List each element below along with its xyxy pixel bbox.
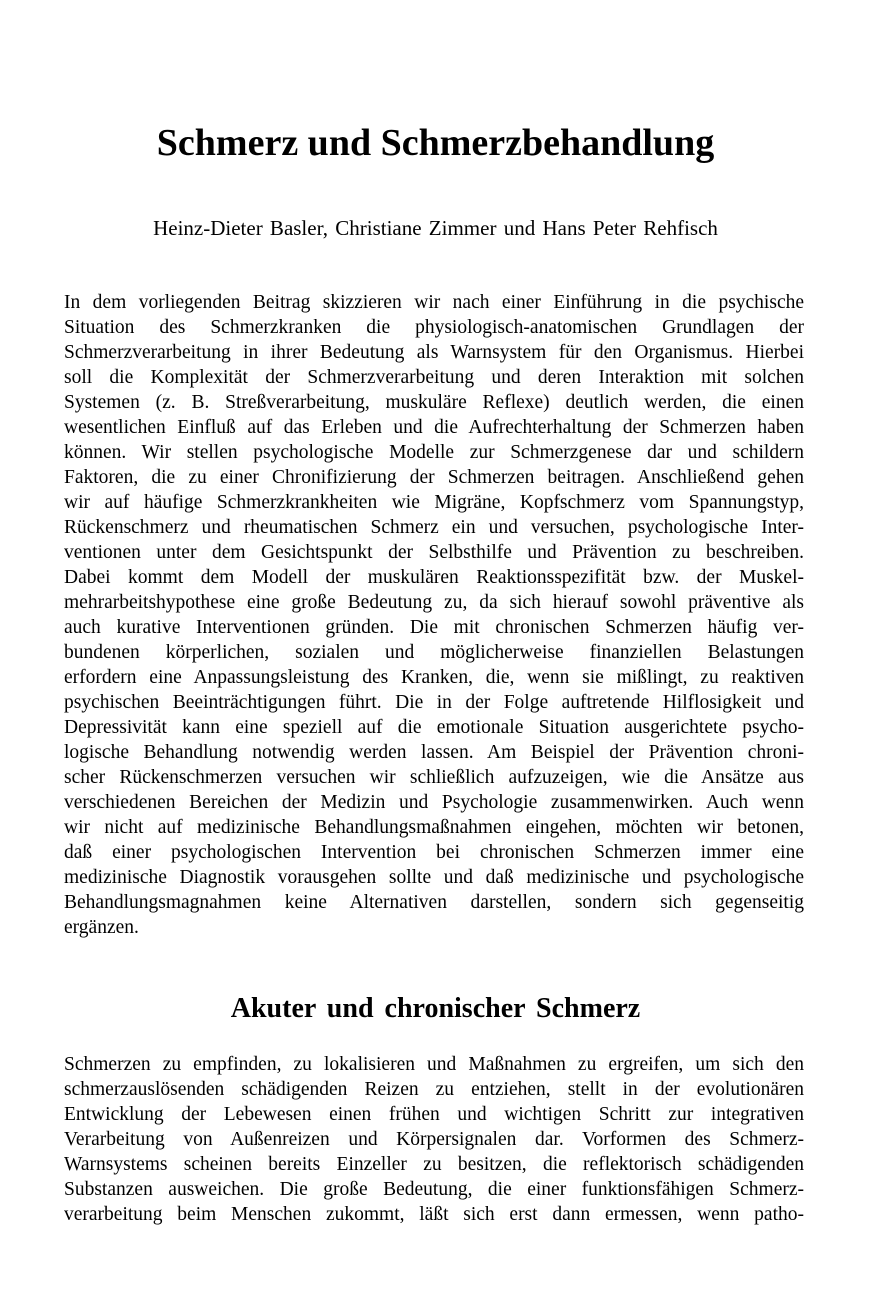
abstract-line: Systemen (z. B. Streßverarbeitung, muskuläre Reflexe) deutlich werden, die einen: [64, 392, 804, 413]
author-line: Heinz-Dieter Basler, Christiane Zimmer und Hans Peter Rehfisch: [153, 216, 718, 240]
document-title: Schmerz und Schmerzbehandlung: [156, 122, 715, 164]
abstract-line: medizinische Diagnostik vorausgehen sollte und daß medizinische und psychologische: [64, 867, 804, 888]
body-line: Substanzen ausweichen. Die große Bedeutung, die einer funktionsfähigen Schmerz-: [64, 1179, 804, 1200]
abstract-line: psychischen Beeinträchtigungen führt. Die in der Folge auftretende Hilflosigkeit und: [64, 692, 804, 713]
body-line: schmerzauslösenden schädigenden Reizen zu entziehen, stellt in der evolutionären: [64, 1079, 804, 1100]
body-line: Verarbeitung von Außenreizen und Körpersignalen dar. Vorformen des Schmerz-: [64, 1129, 804, 1150]
abstract-line: wir auf häufige Schmerzkrankheiten wie Migräne, Kopfschmerz vom Spannungstyp,: [64, 492, 804, 513]
abstract-line: Schmerzverarbeitung in ihrer Bedeutung als Warnsystem für den Organismus. Hierbei: [64, 342, 804, 363]
abstract-line: auch kurative Interventionen gründen. Die mit chronischen Schmerzen häufig ver-: [64, 617, 804, 638]
abstract-line: soll die Komplexität der Schmerzverarbeitung und deren Interaktion mit solchen: [64, 367, 804, 388]
abstract-line: wir nicht auf medizinische Behandlungsmaßnahmen eingehen, möchten wir betonen,: [64, 817, 804, 838]
abstract-line: Situation des Schmerzkranken die physiologisch-anatomischen Grundlagen der: [64, 317, 804, 338]
body-line: Schmerzen zu empfinden, zu lokalisieren und Maßnahmen zu ergreifen, um sich den: [64, 1054, 804, 1075]
body-line: verarbeitung beim Menschen zukommt, läßt sich erst dann ermessen, wenn patho-: [64, 1204, 804, 1225]
abstract-line: Behandlungsmagnahmen keine Alternativen darstellen, sondern sich gegenseitig: [64, 892, 804, 913]
abstract-paragraph: [64, 290, 804, 940]
abstract-line: ventionen unter dem Gesichtspunkt der Selbsthilfe und Prävention zu beschreiben.: [64, 542, 804, 563]
abstract-line: bundenen körperlichen, sozialen und möglicherweise finanziellen Belastungen: [64, 642, 804, 663]
abstract-line: können. Wir stellen psychologische Modelle zur Schmerzgenese dar und schildern: [64, 442, 804, 463]
abstract-line: Faktoren, die zu einer Chronifizierung der Schmerzen beitragen. Anschließend gehen: [64, 467, 804, 488]
abstract-line: Dabei kommt dem Modell der muskulären Reaktionsspezifität bzw. der Muskel-: [64, 567, 804, 588]
abstract-line: verschiedenen Bereichen der Medizin und Psychologie zusammenwirken. Auch wenn: [64, 792, 804, 813]
abstract-line: In dem vorliegenden Beitrag skizzieren wir nach einer Einführung in die psychische: [64, 292, 804, 313]
abstract-line: logische Behandlung notwendig werden lassen. Am Beispiel der Prävention chroni-: [64, 742, 804, 763]
abstract-line: scher Rückenschmerzen versuchen wir schließlich aufzuzeigen, wie die Ansätze aus: [64, 767, 804, 788]
body-line: Warnsystems scheinen bereits Einzeller zu besitzen, die reflektorisch schädigenden: [64, 1154, 804, 1175]
abstract-line: mehrarbeitshypothese eine große Bedeutung zu, da sich hierauf sowohl präventive als: [64, 592, 804, 613]
section-heading: Akuter und chronischer Schmerz: [230, 993, 641, 1024]
abstract-line: Depressivität kann eine speziell auf die emotionale Situation ausgerichtete psycho-: [64, 717, 804, 738]
abstract-line: daß einer psychologischen Intervention bei chronischen Schmerzen immer eine: [64, 842, 804, 863]
abstract-line: erfordern eine Anpassungsleistung des Kranken, die, wenn sie mißlingt, zu reaktiven: [64, 667, 804, 688]
abstract-line: ergänzen.: [64, 917, 139, 938]
body-line: Entwicklung der Lebewesen einen frühen und wichtigen Schritt zur integrativen: [64, 1104, 804, 1125]
abstract-line: wesentlichen Einfluß auf das Erleben und die Aufrechterhaltung der Schmerzen haben: [64, 417, 804, 438]
body-paragraph: [64, 1052, 804, 1227]
abstract-line: Rückenschmerz und rheumatischen Schmerz ein und versuchen, psychologische Inter-: [64, 517, 804, 538]
